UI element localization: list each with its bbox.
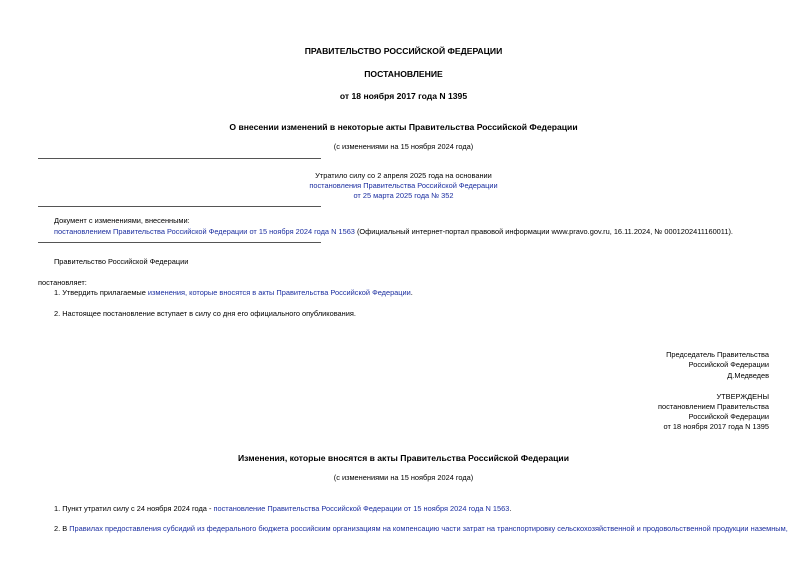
changes-source-link[interactable]: постановлением Правительства Российской Федерации от 15 ноября 2024 года N 1563 <box>54 227 355 236</box>
government-subject: Правительство Российской Федерации <box>54 257 189 266</box>
changes-label: Документ с изменениями, внесенными: <box>54 216 190 225</box>
document-title: О внесении изменений в некоторые акты Правительства Российской Федерации <box>229 122 578 132</box>
approved-heading: УТВЕРЖДЕНЫ <box>716 392 769 401</box>
expired-basis-link-date[interactable]: от 25 марта 2025 года № 352 <box>353 191 454 200</box>
approved-date: от 18 ноября 2017 года N 1395 <box>663 422 769 431</box>
changes-source-line <box>54 227 733 236</box>
document-date-number: от 18 ноября 2017 года N 1395 <box>339 91 468 101</box>
expired-notice: Утратило силу со 2 апреля 2025 года на основании <box>315 171 492 180</box>
annex-item-2-link[interactable]: Правилах предоставления субсидий из федерального бюджета российским организациям на компенсацию части затрат на транспортировку сельскохозяйственной и продовольственной продукции наземным, <box>69 524 788 533</box>
annex-title: Изменения, которые вносятся в акты Правительства Российской Федерации <box>237 453 569 463</box>
annex-item-1-link[interactable]: постановление Правительства Российской Федерации от 15 ноября 2024 года N 1563 <box>213 504 510 513</box>
signature-name: Д.Медведев <box>727 371 769 380</box>
divider <box>38 206 321 207</box>
approved-by: постановлением Правительства <box>658 402 769 411</box>
annex-amendment-note: (с изменениями на 15 ноября 2024 года) <box>333 473 474 482</box>
item-1-suffix: . <box>410 288 413 297</box>
signature-position: Председатель Правительства <box>666 350 769 359</box>
divider <box>38 242 321 243</box>
divider <box>38 158 321 159</box>
expired-basis-link[interactable]: постановления Правительства Российской Федерации <box>309 181 498 190</box>
item-1 <box>54 288 413 297</box>
annex-item-2-prefix: 2. В <box>54 524 70 533</box>
annex-item-1-suffix: . <box>509 504 512 513</box>
annex-item-2 <box>54 524 788 533</box>
decides-text: постановляет: <box>38 278 87 287</box>
item-1-link[interactable]: изменения, которые вносятся в акты Правительства Российской Федерации <box>147 288 411 297</box>
signature-country: Российской Федерации <box>688 360 769 369</box>
item-2: 2. Настоящее постановление вступает в силу со дня его официального опубликования. <box>54 309 356 318</box>
changes-source-details: (Официальный интернет-портал правовой информации www.pravo.gov.ru, 16.11.2024, № 0001202411160011). <box>354 227 733 236</box>
approved-country: Российской Федерации <box>688 412 769 421</box>
annex-item-1 <box>54 504 511 513</box>
amendment-note: (с изменениями на 15 ноября 2024 года) <box>333 142 474 151</box>
government-heading: ПРАВИТЕЛЬСТВО РОССИЙСКОЙ ФЕДЕРАЦИИ <box>304 46 503 56</box>
annex-item-1-prefix: 1. Пункт утратил силу с 24 ноября 2024 года - <box>54 504 214 513</box>
item-1-prefix: 1. Утвердить прилагаемые <box>54 288 148 297</box>
document-type: ПОСТАНОВЛЕНИЕ <box>364 69 443 79</box>
